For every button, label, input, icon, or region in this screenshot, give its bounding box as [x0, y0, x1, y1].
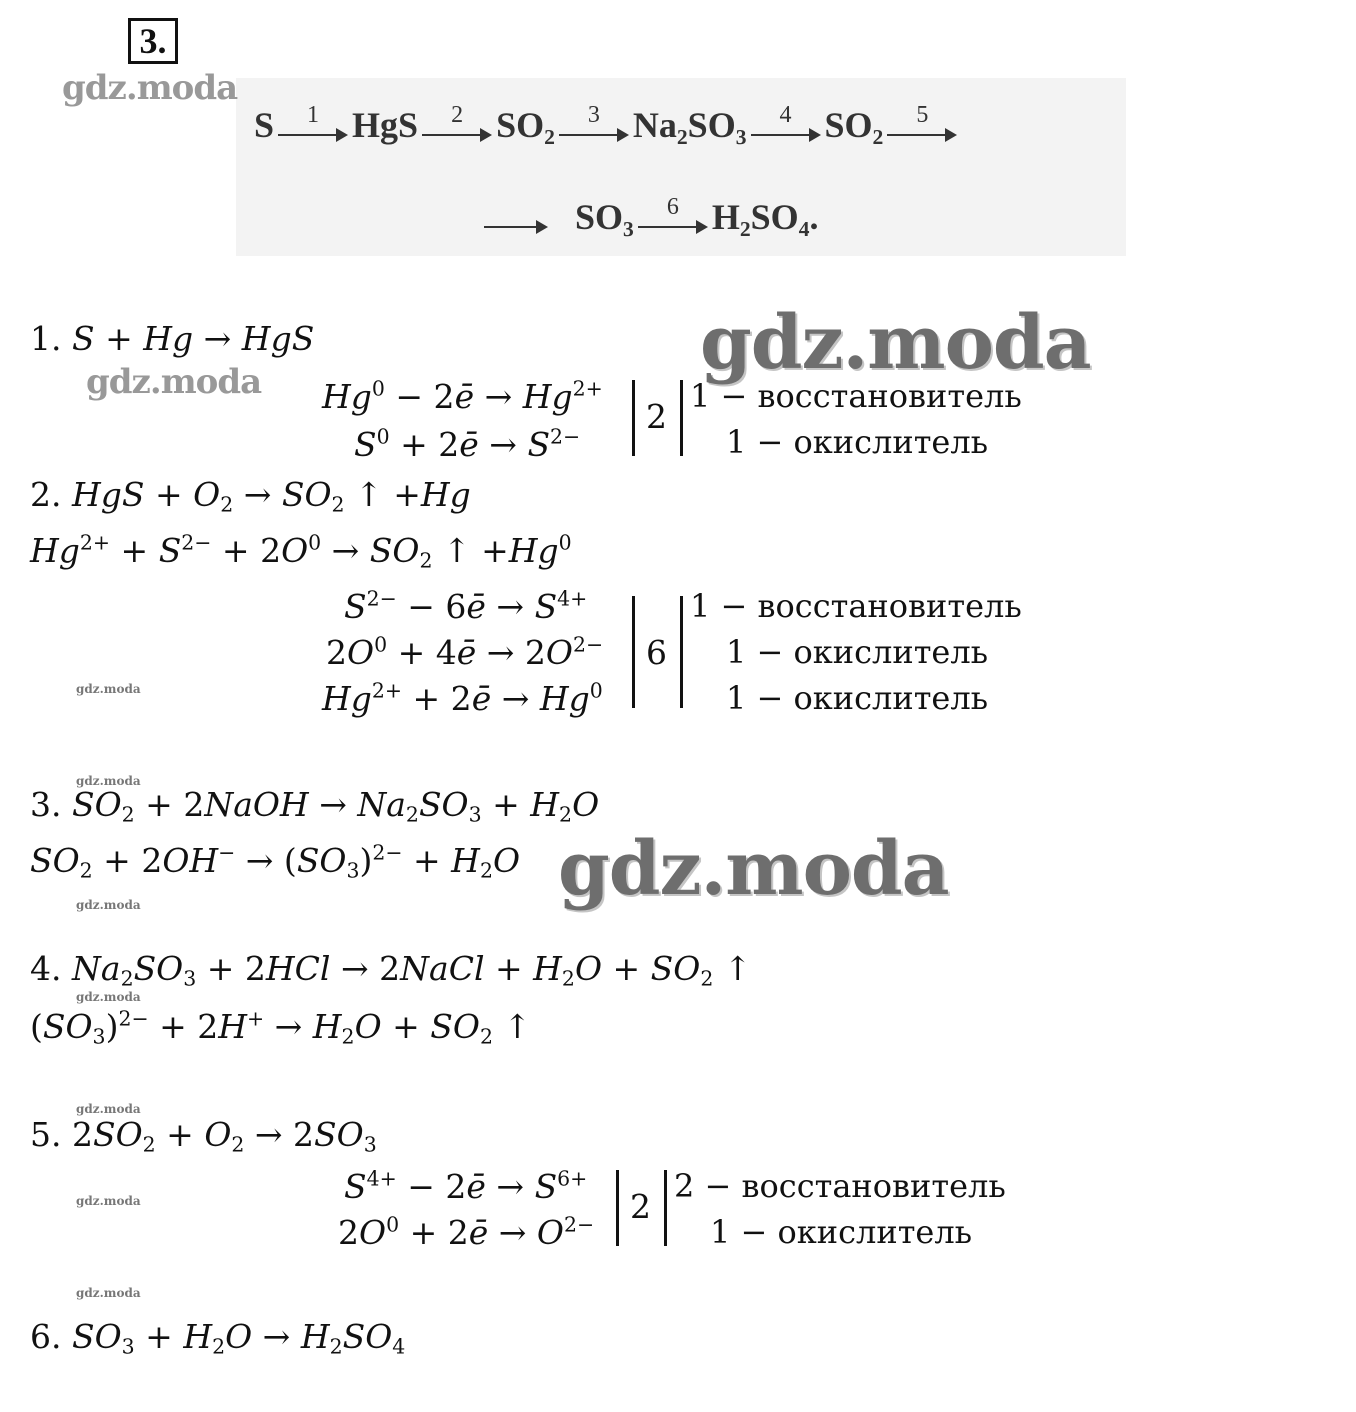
- watermark: gdz.moda: [76, 774, 141, 788]
- ionic-equation-3: $SO_2 + 2OH^- \to (SO_3)^{2-} + H_2O$: [30, 840, 521, 883]
- electron-factor: 2: [646, 397, 667, 436]
- watermark: gdz.moda: [76, 682, 141, 696]
- step-number: 5.: [30, 1115, 62, 1154]
- role-line: 1 − окислитель: [726, 633, 989, 671]
- scheme-arrow: 2: [422, 114, 492, 144]
- balance-divider: [616, 1170, 619, 1246]
- watermark: gdz.moda: [76, 990, 141, 1004]
- ionic-equation-2: $Hg^{2+} + S^{2-} + 2O^0 \to SO_2$ ↑ $+Hg^0$: [30, 530, 572, 573]
- scheme-arrow: [484, 206, 548, 236]
- balance-divider: [680, 596, 683, 708]
- equation-5: 5. $2SO_2 + O_2 \to 2SO_3$: [30, 1115, 377, 1157]
- half-reaction: $Hg^0$ − 2ē → $Hg^{2+}$: [322, 376, 603, 416]
- balance-divider: [632, 596, 635, 708]
- watermark: gdz.moda: [62, 68, 238, 108]
- scheme-row-1: [254, 101, 961, 146]
- step-number: 1.: [30, 319, 62, 358]
- watermark: gdz.moda: [76, 898, 141, 912]
- electron-factor: 6: [646, 633, 667, 672]
- scheme-arrow: 1: [278, 114, 348, 144]
- scheme-species: SO₂: [496, 105, 555, 145]
- half-reaction: $Hg^{2+}$ + 2ē → $Hg^0$: [322, 678, 603, 718]
- scheme-row-2: [480, 193, 819, 238]
- electron-factor: 2: [630, 1187, 651, 1226]
- watermark: gdz.moda: [86, 362, 262, 402]
- scheme-species: S: [254, 105, 275, 145]
- watermark: gdz.moda: [76, 1194, 141, 1208]
- half-reaction: $2O^0$ + 2ē → $O^{2-}$: [338, 1212, 595, 1252]
- scheme-arrow: 3: [559, 114, 629, 144]
- step-number: 2.: [30, 475, 62, 514]
- role-line: 1 − окислитель: [726, 423, 989, 461]
- balance-divider: [680, 380, 683, 456]
- scheme-species: HgS: [352, 105, 419, 145]
- role-line: 1 − окислитель: [726, 679, 989, 717]
- half-reaction: $S^{2-}$ − 6ē → $S^{4+}$: [344, 586, 588, 626]
- half-reaction: $S^0$ + 2ē → $S^{2-}$: [354, 424, 581, 464]
- scheme-species: Na₂SO₃: [632, 105, 747, 145]
- equation-4: 4. $Na_2SO_3 + 2HCl$ → 2NaCl + $H_2O + SO_2$ ↑: [30, 949, 752, 991]
- scheme-species: SO₃: [575, 197, 634, 237]
- watermark: gdz.moda: [76, 1286, 141, 1300]
- watermark: gdz.moda: [700, 300, 1091, 386]
- scheme-arrow: 5: [887, 114, 957, 144]
- balance-divider: [664, 1170, 667, 1246]
- reaction-scheme: [236, 78, 1126, 256]
- role-line: 2 − восстановитель: [674, 1167, 1006, 1205]
- half-reaction: $S^{4+}$ − 2ē → $S^{6+}$: [344, 1166, 588, 1206]
- scheme-species: H₂SO₄.: [711, 197, 819, 237]
- balance-divider: [632, 380, 635, 456]
- task-number: 3.: [128, 18, 178, 64]
- step-number: 4.: [30, 949, 62, 988]
- equation-6: 6. $SO_3 + H_2O \to H_2SO_4$: [30, 1317, 406, 1359]
- ionic-equation-4: $(SO_3)^{2-} + 2H^+ \to H_2O + SO_2$ ↑: [30, 1006, 532, 1049]
- half-reaction: $2O^0$ + 4ē → $2O^{2-}$: [326, 632, 604, 672]
- equation-3: 3. $SO_2$ + 2NaOH → $Na_2SO_3 + H_2O$: [30, 785, 600, 827]
- equation-1: 1. S + Hg → HgS: [30, 319, 315, 358]
- role-line: 1 − восстановитель: [690, 377, 1022, 415]
- step-number: 6.: [30, 1317, 62, 1356]
- watermark: gdz.moda: [558, 826, 949, 912]
- scheme-species: SO₂: [824, 105, 884, 145]
- scheme-arrow: 6: [638, 206, 708, 236]
- equation-2: 2. HgS + $O_2 \to SO_2$ ↑ +Hg: [30, 475, 471, 517]
- role-line: 1 − окислитель: [710, 1213, 973, 1251]
- step-number: 3.: [30, 785, 62, 824]
- scheme-arrow: 4: [751, 114, 821, 144]
- role-line: 1 − восстановитель: [690, 587, 1022, 625]
- watermark: gdz.moda: [76, 1102, 141, 1116]
